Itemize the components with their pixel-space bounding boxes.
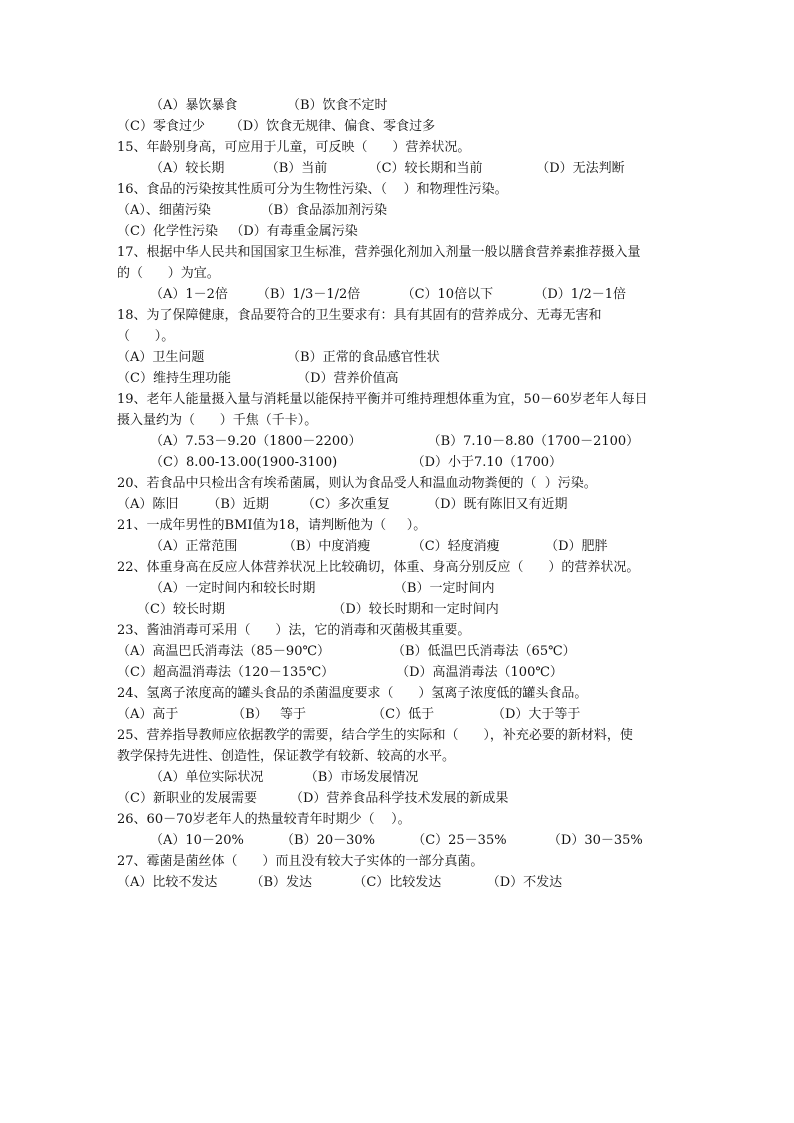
q18-options-ab: （A）卫生问题 （B）正常的食品感官性状: [117, 350, 440, 365]
q15-options: （A）较长期 （B）当前 （C）较长期和当前 （D）无法判断: [150, 161, 625, 176]
q19-options-ab: （A）7.53－9.20（1800－2200） （B）7.10－8.80（1700－2100）: [150, 434, 640, 449]
q20-stem: 20、若食品中只检出含有埃希菌属，则认为食品受人和温血动物粪便的（ ）污染。: [117, 476, 597, 491]
q19-stem-line2: 摄入量约为（ ）千焦（千卡）。: [117, 413, 318, 428]
q23-options-cd: （C）超高温消毒法（120－135℃） （D）高温消毒法（100℃）: [117, 665, 563, 680]
q27-options: （A）比较不发达 （B）发达 （C）比较发达 （D）不发达: [117, 875, 563, 890]
q26-stem: 26、60－70岁老年人的热量较青年时期少（ ）。: [117, 812, 411, 827]
q18-options-cd: （C）维持生理功能 （D）营养价值高: [117, 371, 399, 386]
q17-stem-line2: 的（ ）为宜。: [117, 266, 220, 281]
q16-stem: 16、食品的污染按其性质可分为生物性污染、（ ）和物理性污染。: [117, 182, 508, 197]
q17-stem-line1: 17、根据中华人民共和国国家卫生标准，营养强化剂加入剂量一般以膳食营养素推荐摄入量: [117, 245, 641, 260]
q17-options: （A）1－2倍 （B）1/3－1/2倍 （C）10倍以下 （D）1/2－1倍: [150, 287, 627, 302]
q20-options: （A）陈旧 （B）近期 （C）多次重复 （D）既有陈旧又有近期: [117, 497, 568, 512]
q18-stem-line2: （ ）。: [117, 329, 175, 344]
q24-options: （A）高于 （B） 等于 （C）低于 （D）大于等于: [117, 707, 581, 722]
q14-options-ab: （A）暴饮暴食 （B）饮食不定时: [150, 98, 388, 113]
q18-stem-line1: 18、为了保障健康，食品要符合的卫生要求有：具有其固有的营养成分、无毒无害和: [117, 308, 602, 323]
q15-stem: 15、年龄别身高，可应用于儿童，可反映（ ）营养状况。: [117, 140, 471, 155]
q25-stem-line1: 25、营养指导教师应依据教学的需要，结合学生的实际和（ ），补充必要的新材料，使: [117, 728, 633, 743]
q22-stem: 22、体重身高在反应人体营养状况上比较确切，体重、身高分别反应（ ）的营养状况。: [117, 560, 640, 575]
q19-stem-line1: 19、老年人能量摄入量与消耗量以能保持平衡并可维持理想体重为宜，50－60岁老年人每日: [117, 392, 648, 407]
q22-options-ab: （A）一定时间内和较长时期 （B）一定时间内: [150, 581, 495, 596]
q25-options-ab: （A）单位实际状况 （B）市场发展情况: [150, 770, 419, 785]
q23-options-ab: （A）高温巴氏消毒法（85－90℃） （B）低温巴氏消毒法（65℃）: [117, 644, 576, 659]
q27-stem: 27、霉菌是菌丝体（ ）而且没有较大子实体的一部分真菌。: [117, 854, 484, 869]
q23-stem: 23、酱油消毒可采用（ ）法，它的消毒和灭菌极其重要。: [117, 623, 471, 638]
q26-options: （A）10－20% （B）20－30% （C）25－35% （D）30－35%: [150, 833, 643, 848]
q16-options-cd: （C）化学性污染 （D）有毒重金属污染: [117, 224, 358, 239]
q21-options: （A）正常范围 （B）中度消瘦 （C）轻度消瘦 （D）肥胖: [150, 539, 608, 554]
q19-options-cd: （C）8.00-13.00(1900-3100) （D）小于7.10（1700）: [150, 455, 563, 470]
q25-stem-line2: 教学保持先进性、创造性，保证教学有较新、较高的水平。: [117, 749, 456, 764]
q16-options-ab: （A）、细菌污染 （B）食品添加剂污染: [117, 203, 388, 218]
q21-stem: 21、一成年男性的BMI值为18，请判断他为（ ）。: [117, 518, 427, 533]
q25-options-cd: （C）新职业的发展需要 （D）营养食品科学技术发展的新成果: [117, 791, 509, 806]
q22-options-cd: （C）较长时期 （D）较长时期和一定时间内: [137, 602, 499, 617]
q24-stem: 24、氢离子浓度高的罐头食品的杀菌温度要求（ ）氢离子浓度低的罐头食品。: [117, 686, 588, 701]
q14-options-cd: （C）零食过少 （D）饮食无规律、偏食、零食过多: [117, 119, 436, 134]
